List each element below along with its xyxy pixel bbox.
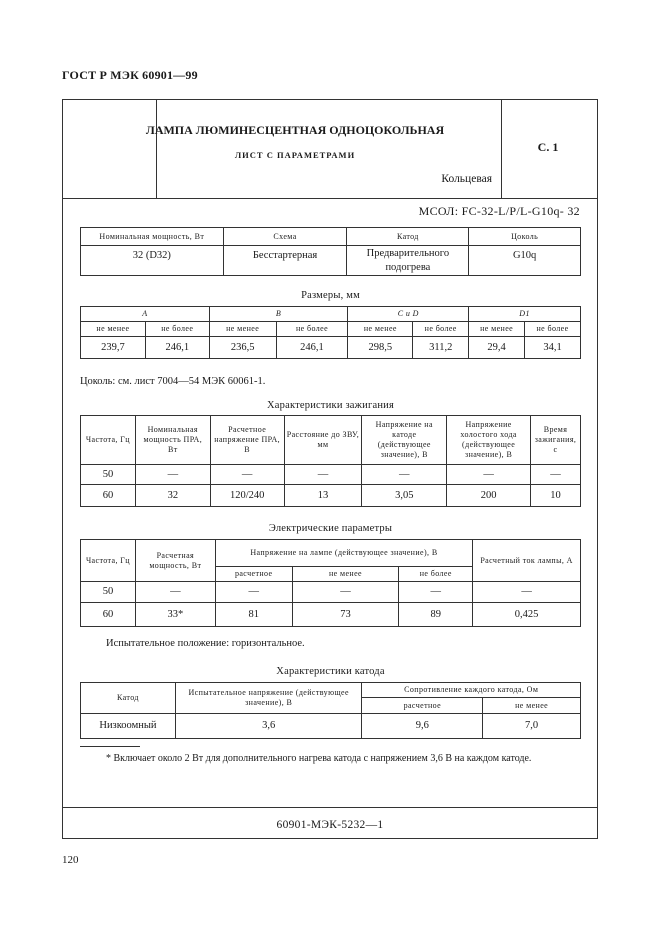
cat-cell: 9,6	[362, 714, 483, 739]
cathode-table	[80, 682, 581, 739]
base-note: Цоколь: см. лист 7004—54 МЭК 60061-1.	[80, 376, 266, 387]
page-number: 120	[62, 854, 79, 866]
dim-subheader: не более	[276, 322, 348, 337]
title-left-divider	[156, 100, 157, 198]
footnote: * Включает около 2 Вт для дополнительного нагрева катода с напряжением 3,6 В на каждом катоде.	[106, 753, 532, 764]
ign-cell: 3,05	[362, 485, 447, 507]
table-row	[81, 582, 581, 603]
dim-value: 239,7	[81, 337, 146, 359]
title-divider	[63, 198, 597, 199]
header-power: Номинальная мощность, Вт	[81, 228, 224, 246]
table-row	[81, 246, 581, 276]
ign-cell: 50	[81, 465, 136, 485]
el-cell: —	[473, 582, 581, 603]
header-base: Цоколь	[469, 228, 581, 246]
lamp-designation: МСОЛ: FC-32-L/P/L-G10q- 32	[418, 204, 580, 218]
dim-value: 246,1	[276, 337, 348, 359]
header-scheme: Схема	[223, 228, 347, 246]
el-header-power: Расчетная мощность, Вт	[135, 540, 215, 582]
cell-base: G10q	[469, 246, 581, 276]
dim-group-cd: C и D	[348, 307, 469, 322]
lamp-shape: Кольцевая	[441, 173, 492, 185]
footer-divider	[63, 807, 597, 808]
dim-group-b: B	[209, 307, 348, 322]
el-header-freq: Частота, Гц	[81, 540, 136, 582]
ign-cell: 10	[531, 485, 581, 507]
lamp-title: ЛАМПА ЛЮМИНЕСЦЕНТНАЯ ОДНОЦОКОЛЬНАЯ	[145, 123, 445, 137]
table-header-row	[81, 540, 581, 567]
standard-header: ГОСТ Р МЭК 60901—99	[62, 68, 198, 82]
el-cell: 73	[292, 603, 399, 627]
ign-cell: —	[135, 465, 210, 485]
table-header-row	[81, 683, 581, 698]
el-cell: 33*	[135, 603, 215, 627]
el-cell: 89	[399, 603, 473, 627]
cat-cell: 3,6	[175, 714, 362, 739]
dim-subheader: не менее	[209, 322, 276, 337]
table-row	[81, 714, 581, 739]
el-cell: 50	[81, 582, 136, 603]
el-cell: 60	[81, 603, 136, 627]
ignition-table	[80, 415, 581, 507]
dim-subheader: не более	[525, 322, 581, 337]
table-row	[81, 603, 581, 627]
dimensions-table	[80, 306, 581, 359]
dim-subheader: не более	[413, 322, 469, 337]
ign-cell: —	[447, 465, 531, 485]
cat-header-test-voltage: Испытательное напряжение (действующее значение), В	[175, 683, 362, 714]
ign-header: Частота, Гц	[81, 416, 136, 465]
table-row	[81, 485, 581, 507]
ign-cell: 32	[135, 485, 210, 507]
table-header-row	[81, 416, 581, 465]
sheet-number: С. 1	[537, 140, 559, 154]
dim-value: 236,5	[209, 337, 276, 359]
header-cathode: Катод	[347, 228, 469, 246]
el-cell: —	[399, 582, 473, 603]
cat-subheader: не менее	[483, 698, 581, 714]
ign-cell: —	[531, 465, 581, 485]
ign-header: Напряжение холостого хода (действующее значение), В	[447, 416, 531, 465]
ign-cell: —	[362, 465, 447, 485]
ign-cell: 13	[284, 485, 362, 507]
cell-scheme: Бесстартерная	[223, 246, 347, 276]
electrical-caption: Электрические параметры	[268, 523, 393, 534]
dim-value: 298,5	[348, 337, 413, 359]
dim-value: 311,2	[413, 337, 469, 359]
el-cell: 0,425	[473, 603, 581, 627]
table-header-row	[81, 228, 581, 246]
ign-header: Напряжение на катоде (действующее значение), В	[362, 416, 447, 465]
el-subheader: не менее	[292, 567, 399, 582]
ign-cell: 200	[447, 485, 531, 507]
dim-subheader: не менее	[469, 322, 525, 337]
table-row	[81, 337, 581, 359]
sheet-code: 60901-МЭК-5232—1	[276, 819, 384, 831]
dim-subheader: не более	[145, 322, 209, 337]
dim-value: 246,1	[145, 337, 209, 359]
test-position-note: Испытательное положение: горизонтальное.	[106, 638, 305, 649]
el-cell: —	[215, 582, 292, 603]
ign-header: Номинальная мощность ПРА, Вт	[135, 416, 210, 465]
dim-value: 29,4	[469, 337, 525, 359]
ign-cell: —	[210, 465, 284, 485]
el-cell: 81	[215, 603, 292, 627]
cat-header-cathode: Катод	[81, 683, 176, 714]
el-header-current: Расчетный ток лампы, А	[473, 540, 581, 582]
el-cell: —	[135, 582, 215, 603]
ign-cell: —	[284, 465, 362, 485]
table-row	[81, 465, 581, 485]
table-header-row	[81, 307, 581, 322]
cat-cell: 7,0	[483, 714, 581, 739]
electrical-table	[80, 539, 581, 627]
ign-cell: 60	[81, 485, 136, 507]
lamp-subtitle: ЛИСТ С ПАРАМЕТРАМИ	[234, 150, 356, 160]
dimensions-caption: Размеры, мм	[301, 290, 360, 301]
el-cell: —	[292, 582, 399, 603]
ign-header: Время зажигания, с	[531, 416, 581, 465]
ign-header: Расчетное напряжение ПРА, В	[210, 416, 284, 465]
dim-group-d1: D1	[469, 307, 581, 322]
cat-header-resistance: Сопротивление каждого катода, Ом	[362, 683, 581, 698]
cat-subheader: расчетное	[362, 698, 483, 714]
cathode-caption: Характеристики катода	[276, 666, 385, 677]
dim-subheader: не менее	[81, 322, 146, 337]
cell-power: 32 (D32)	[81, 246, 224, 276]
el-subheader: расчетное	[215, 567, 292, 582]
table-subheader-row	[81, 322, 581, 337]
cat-cell: Низкоомный	[81, 714, 176, 739]
ignition-caption: Характеристики зажигания	[267, 400, 394, 411]
dim-subheader: не менее	[348, 322, 413, 337]
dim-group-a: A	[81, 307, 210, 322]
dim-value: 34,1	[525, 337, 581, 359]
footnote-rule	[80, 746, 140, 747]
cell-cathode: Предварительного подогрева	[347, 246, 469, 276]
main-parameters-table	[80, 227, 581, 276]
ign-cell: 120/240	[210, 485, 284, 507]
el-subheader: не более	[399, 567, 473, 582]
ign-header: Расстояние до ЗВУ, мм	[284, 416, 362, 465]
el-header-voltage: Напряжение на лампе (действующее значение), В	[215, 540, 472, 567]
